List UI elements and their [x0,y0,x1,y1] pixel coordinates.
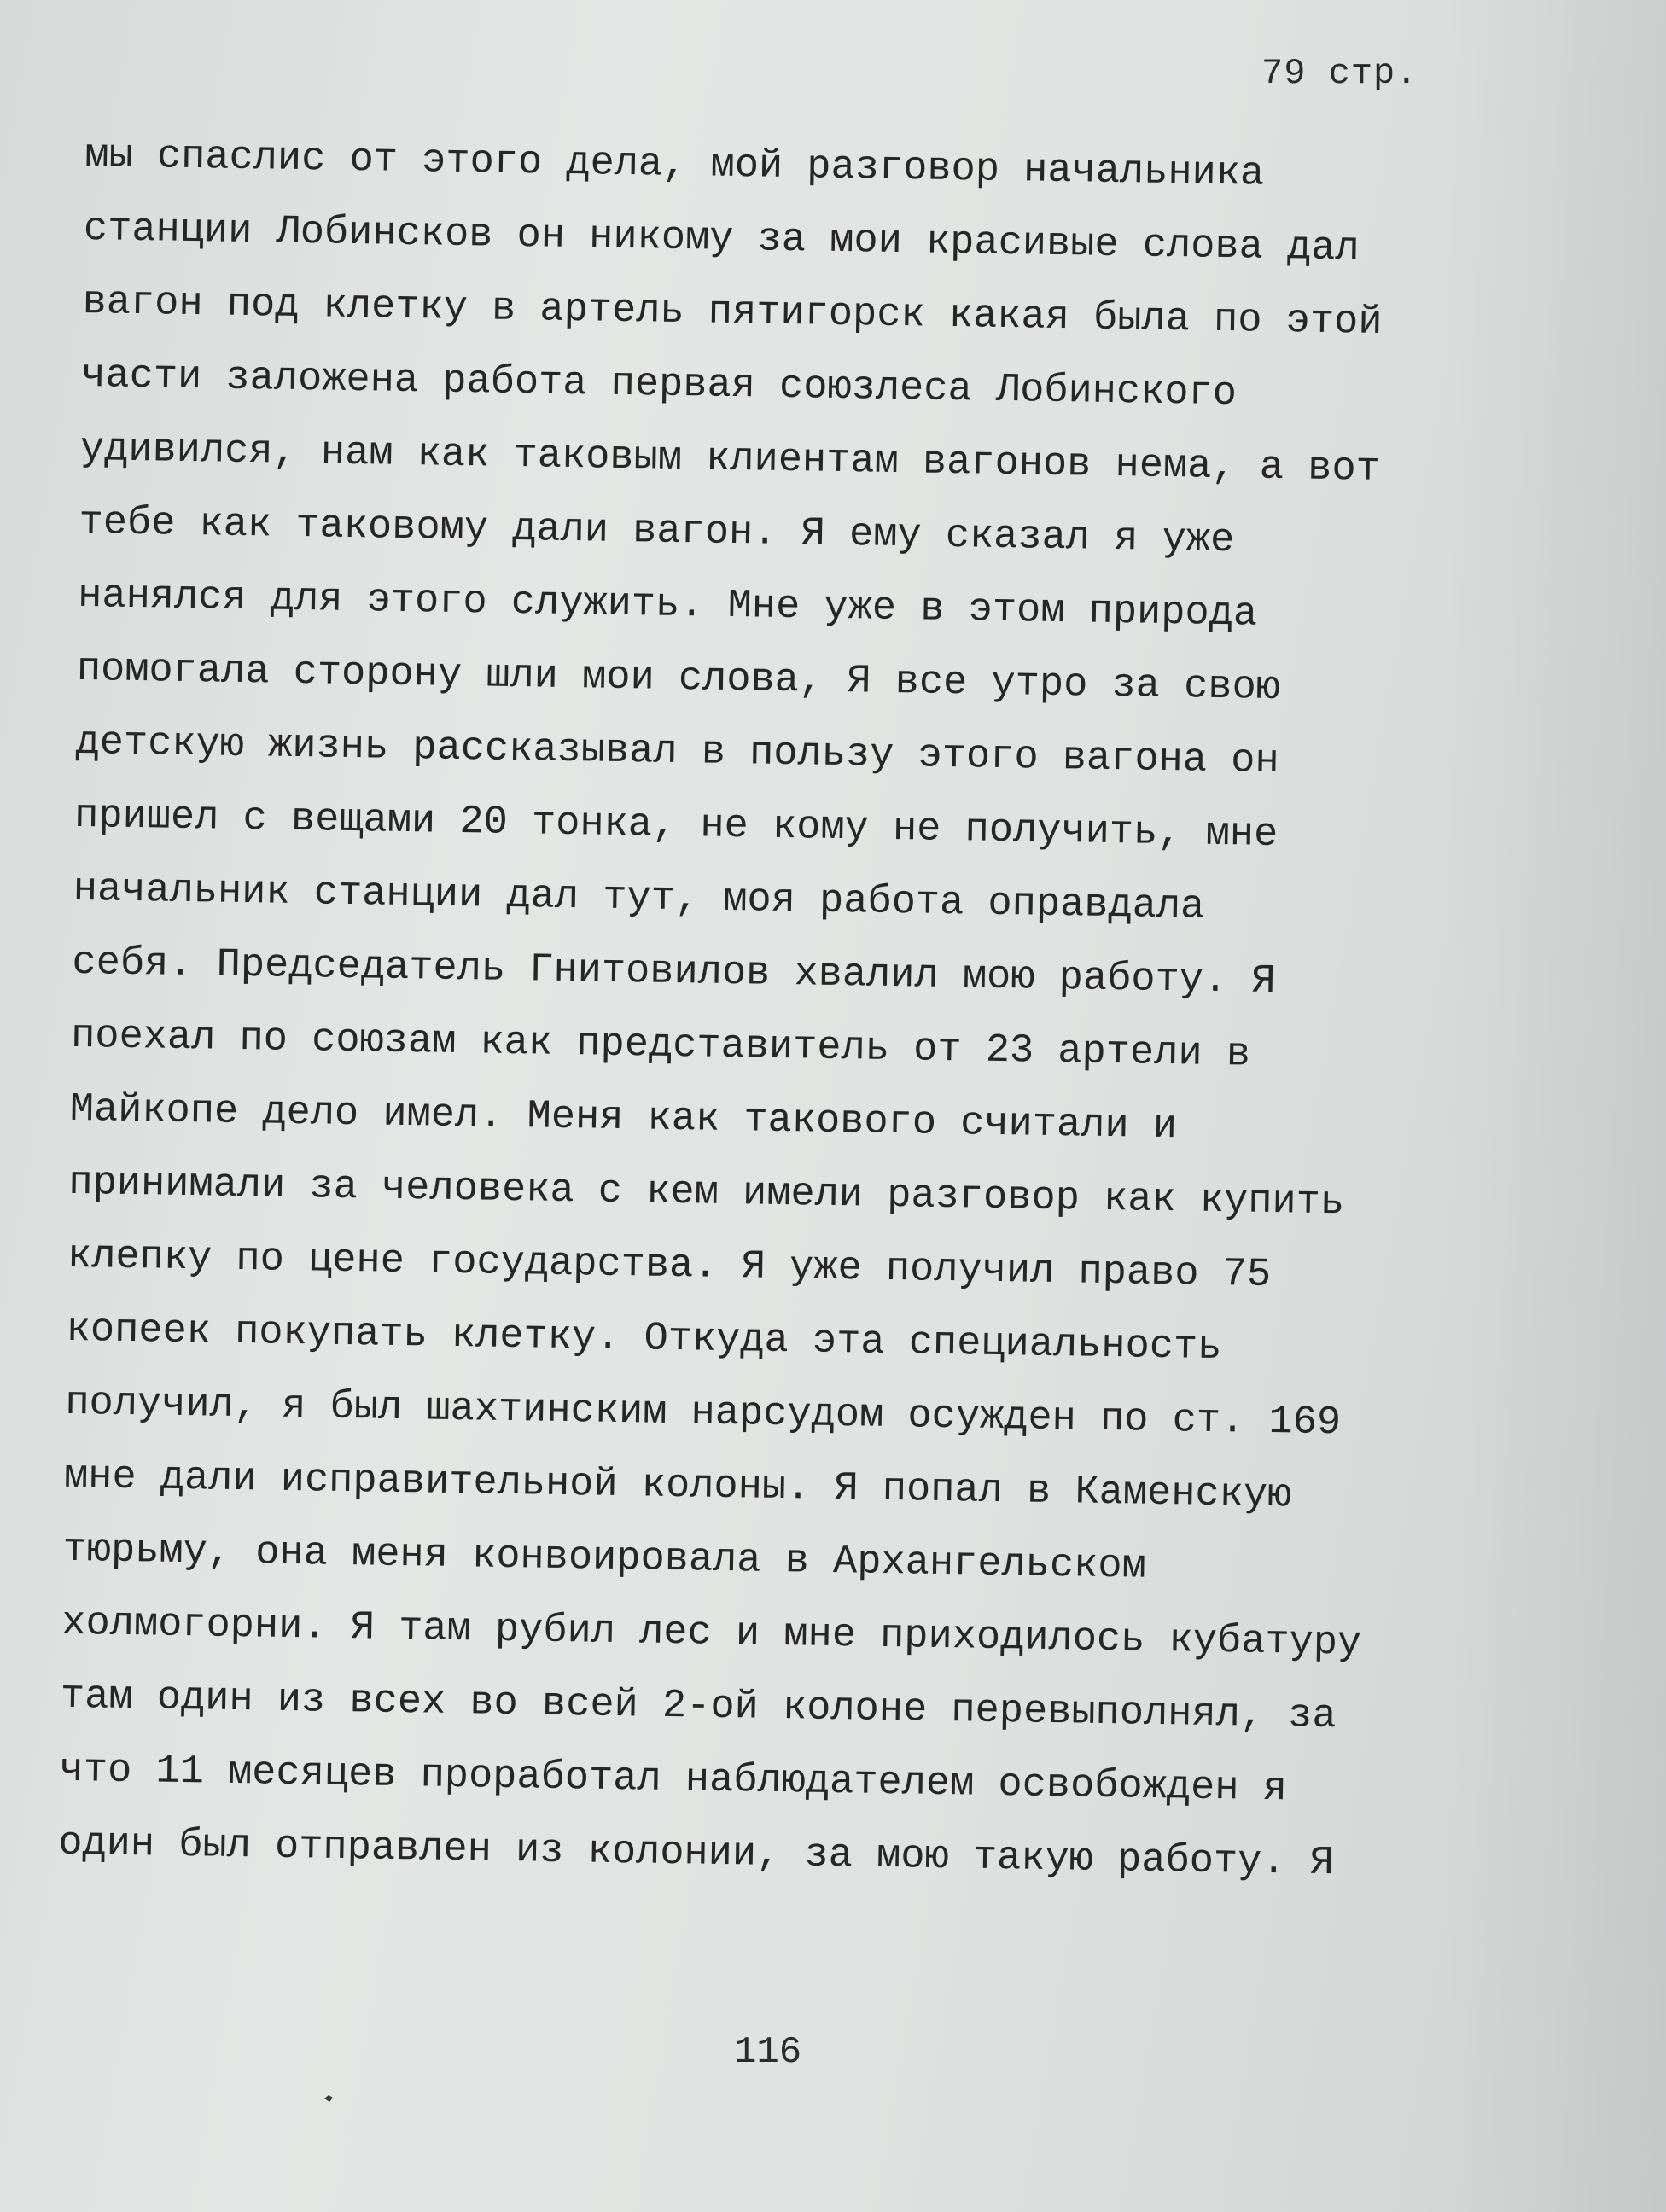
page-number: 116 [734,2031,802,2074]
text-line: поехал по союзам как представитель от 23 артели в [70,1013,1251,1078]
text-line: мы спаслис от этого дела, мой разговор начальника [84,132,1265,197]
ink-speck-icon [323,2093,335,2104]
text-line: вагон под клетку в артель пятигорск какая была по этой [82,279,1383,346]
text-line: принимали за человека с кем имели разговор как купить [68,1160,1345,1226]
text-line: детскую жизнь рассказывал в пользу этого вагона он [75,719,1280,785]
text-line: тюрьму, она меня конвоировала в Архангельском [62,1527,1147,1590]
text-line: один был отправлен из колонии, за мою такую работу. Я [57,1820,1335,1887]
text-line: пришел с вещами 20 тонка, не кому не получить, мне [73,793,1279,859]
text-line: удивился, нам как таковым клиентам вагонов нема, а вот [79,426,1381,492]
text-line: станции Лобинсков он никому за мои красивые слова дал [83,206,1360,272]
text-line: клепку по цене государства. Я уже получил право 75 [67,1233,1272,1298]
text-line: начальник станции дал тут, моя работа оправдала [73,866,1205,930]
body-text [58,119,1536,1903]
text-line: холмогорни. Я там рубил лес и мне приходилось кубатуру [61,1600,1362,1667]
text-line: тебе как таковому дали вагон. Я ему сказал я уже [79,499,1235,564]
text-line: копеек покупать клетку. Откуда эта специальность [66,1307,1222,1371]
text-line: части заложена работа первая союзлеса Лобинского [80,352,1238,417]
text-line: помогала сторону шли мои слова, Я все утро за свою [76,646,1281,712]
text-line: что 11 месяцев проработал наблюдателем освобожден я [59,1747,1288,1813]
text-line: себя. Председатель Гнитовилов хвалил мою работу. Я [72,940,1276,1005]
text-line: там один из всех во всей 2-ой колоне перевыполнял, за [60,1674,1337,1740]
text-line: получил, я был шахтинским нарсудом осужден по ст. 169 [64,1380,1342,1447]
page-reference: 79 стр. [1261,53,1418,94]
text-line: мне дали исправительной колоны. Я попал в Каменскую [63,1453,1292,1519]
text-line: Майкопе дело имел. Меня как такового считали и [69,1086,1178,1150]
text-line: нанялся для этого служить. Мне уже в этом природа [77,573,1258,637]
